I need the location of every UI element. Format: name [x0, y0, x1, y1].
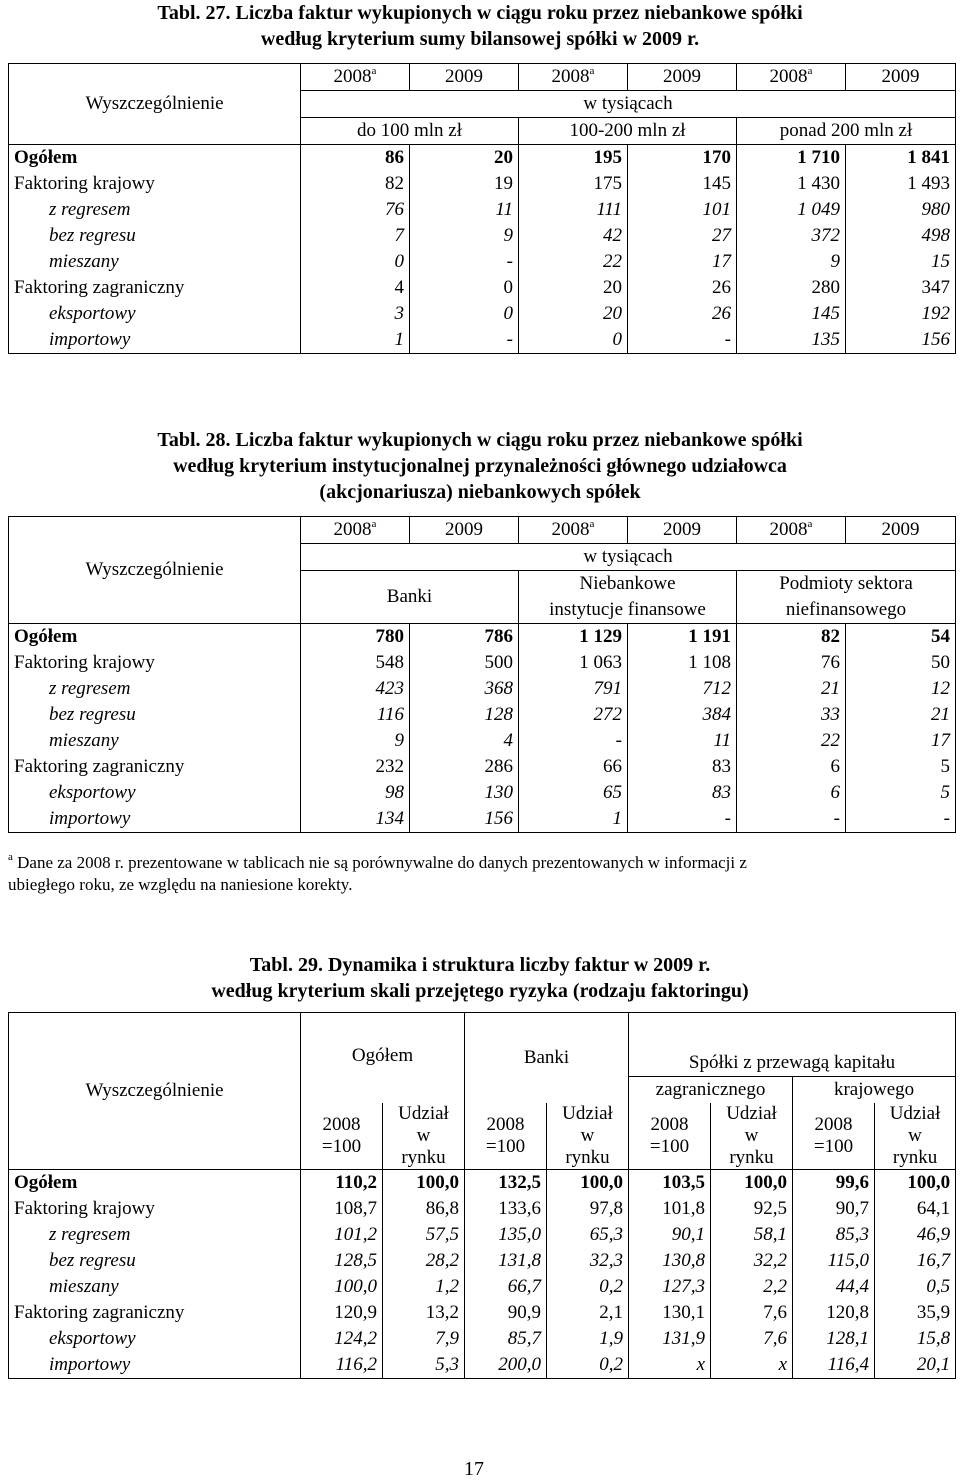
row-label: mieszany — [49, 251, 119, 272]
t28-year-1: 2008$^a$ — [301, 517, 410, 544]
col-header-2008: 2008 =100 — [301, 1103, 383, 1170]
cell-value: 103,5 — [629, 1170, 711, 1197]
cell-value: 498 — [846, 223, 956, 249]
table-row — [9, 1222, 956, 1248]
cell-value: x — [711, 1352, 793, 1379]
cell-value: 85,7 — [465, 1326, 547, 1352]
cell-value: 423 — [301, 676, 410, 702]
table-row — [9, 145, 956, 172]
row-label: mieszany — [49, 730, 119, 751]
cell-value: 13,2 — [383, 1300, 465, 1326]
cell-value: 1 430 — [737, 171, 846, 197]
cell-value: 99,6 — [793, 1170, 875, 1197]
cell-value: 384 — [628, 702, 737, 728]
cell-value: 347 — [846, 275, 956, 301]
cell-value: 128,5 — [301, 1248, 383, 1274]
cell-value: 83 — [628, 754, 737, 780]
cell-value: 130 — [410, 780, 519, 806]
row-label: importowy — [49, 808, 131, 829]
cell-value: - — [628, 806, 737, 833]
cell-value: - — [410, 249, 519, 275]
table-row — [9, 702, 956, 728]
cell-value: 1 — [519, 806, 628, 833]
cell-value: 100,0 — [547, 1170, 629, 1197]
t27-table — [8, 63, 956, 354]
cell-value: 11 — [628, 728, 737, 754]
cell-value: 100,0 — [875, 1170, 956, 1197]
cell-value: 4 — [410, 728, 519, 754]
cell-value: 101,2 — [301, 1222, 383, 1248]
cell-value: 1 493 — [846, 171, 956, 197]
table-row — [9, 1274, 956, 1300]
cell-value: 20 — [519, 275, 628, 301]
cell-value: 57,5 — [383, 1222, 465, 1248]
cell-value: 20 — [410, 145, 519, 172]
cell-value: 101,8 — [629, 1196, 711, 1222]
cell-value: 3 — [301, 301, 410, 327]
cell-value: - — [628, 327, 737, 354]
t28-group-3: Podmioty sektora niefinansowego — [737, 571, 956, 624]
cell-value: 1 108 — [628, 650, 737, 676]
table-row — [9, 197, 956, 223]
table-row — [9, 301, 956, 327]
cell-value: 76 — [737, 650, 846, 676]
t27-body — [9, 145, 956, 354]
t28-year-3: 2008$^a$ — [519, 517, 628, 544]
col-header-2008: 2008 =100 — [793, 1103, 875, 1170]
cell-value: 0 — [519, 327, 628, 354]
cell-value: 90,9 — [465, 1300, 547, 1326]
cell-value: 280 — [737, 275, 846, 301]
t29-sub-krajowego: krajowego — [793, 1077, 956, 1104]
cell-value: 44,4 — [793, 1274, 875, 1300]
cell-value: 1 191 — [628, 624, 737, 651]
t28-title-line2: według kryterium instytucjonalnej przynależności głównego udziałowca — [173, 455, 787, 477]
t27-year-5: 2008$^a$ — [737, 64, 846, 91]
row-label: bez regresu — [49, 704, 136, 725]
cell-value: 1,9 — [547, 1326, 629, 1352]
cell-value: 272 — [519, 702, 628, 728]
t27-group-2: 100-200 mln zł — [519, 118, 737, 145]
row-label: Faktoring krajowy — [14, 1198, 155, 1219]
cell-value: 120,9 — [301, 1300, 383, 1326]
t28-header-label: Wyszczególnienie — [9, 517, 301, 624]
cell-value: 0 — [410, 301, 519, 327]
cell-value: 786 — [410, 624, 519, 651]
cell-value: 0,2 — [547, 1274, 629, 1300]
row-label: Ogółem — [9, 624, 301, 651]
cell-value: 21 — [737, 676, 846, 702]
cell-value: 12 — [846, 676, 956, 702]
table-row — [9, 327, 956, 354]
cell-value: 131,9 — [629, 1326, 711, 1352]
cell-value: 368 — [410, 676, 519, 702]
cell-value: 116 — [301, 702, 410, 728]
cell-value: 85,3 — [793, 1222, 875, 1248]
row-label: importowy — [49, 329, 131, 350]
cell-value: 26 — [628, 275, 737, 301]
cell-value: 120,8 — [793, 1300, 875, 1326]
cell-value: 145 — [628, 171, 737, 197]
row-label: Faktoring zagraniczny — [14, 1302, 185, 1323]
cell-value: 19 — [410, 171, 519, 197]
row-label: Ogółem — [9, 145, 301, 172]
table-row — [9, 780, 956, 806]
cell-value: 6 — [737, 780, 846, 806]
table-row — [9, 1300, 956, 1326]
cell-value: 22 — [519, 249, 628, 275]
cell-value: 128 — [410, 702, 519, 728]
cell-value: 100,0 — [383, 1170, 465, 1197]
cell-value: 116,4 — [793, 1352, 875, 1379]
t29-header-label: Wyszczególnienie — [9, 1013, 301, 1170]
cell-value: 110,2 — [301, 1170, 383, 1197]
cell-value: 5 — [846, 780, 956, 806]
t28-year-6: 2009 — [846, 517, 956, 544]
cell-value: 27 — [628, 223, 737, 249]
cell-value: 0,2 — [547, 1352, 629, 1379]
cell-value: 11 — [410, 197, 519, 223]
cell-value: 111 — [519, 197, 628, 223]
cell-value: 42 — [519, 223, 628, 249]
cell-value: 7,6 — [711, 1326, 793, 1352]
cell-value: 16,7 — [875, 1248, 956, 1274]
cell-value: - — [737, 806, 846, 833]
t28-year-4: 2009 — [628, 517, 737, 544]
t29-body — [9, 1170, 956, 1379]
cell-value: 64,1 — [875, 1196, 956, 1222]
cell-value: 134 — [301, 806, 410, 833]
cell-value: 100,0 — [711, 1170, 793, 1197]
t27-title — [0, 0, 960, 52]
t29-sub-zagranicznego: zagranicznego — [629, 1077, 793, 1104]
t29-table — [8, 1012, 956, 1379]
cell-value: 9 — [410, 223, 519, 249]
cell-value: 232 — [301, 754, 410, 780]
cell-value: 548 — [301, 650, 410, 676]
cell-value: x — [629, 1352, 711, 1379]
page-number: 17 — [464, 1458, 484, 1480]
table-row — [9, 806, 956, 833]
cell-value: 0 — [301, 249, 410, 275]
cell-value: 7,9 — [383, 1326, 465, 1352]
table-row — [9, 275, 956, 301]
cell-value: 82 — [301, 171, 410, 197]
cell-value: 7 — [301, 223, 410, 249]
cell-value: - — [846, 806, 956, 833]
cell-value: 28,2 — [383, 1248, 465, 1274]
t28-group-2: Niebankowe instytucje finansowe — [519, 571, 737, 624]
cell-value: 32,2 — [711, 1248, 793, 1274]
row-label: Faktoring krajowy — [14, 652, 155, 673]
table-row — [9, 1196, 956, 1222]
row-label: bez regresu — [49, 1250, 136, 1271]
cell-value: 170 — [628, 145, 737, 172]
table-row — [9, 1326, 956, 1352]
col-header-udzial: Udział w rynku — [711, 1103, 793, 1170]
cell-value: 195 — [519, 145, 628, 172]
t28-footnote: $^a$ Dane za 2008 r. prezentowane w tablicach nie są porównywalne do danych prezentowanych w informacji z ubiegłego roku, ze względu na naniesione korekty. — [8, 851, 747, 894]
cell-value: 1 063 — [519, 650, 628, 676]
cell-value: 128,1 — [793, 1326, 875, 1352]
table-row — [9, 1248, 956, 1274]
cell-value: 145 — [737, 301, 846, 327]
cell-value: 65 — [519, 780, 628, 806]
t27-header-label: Wyszczególnienie — [9, 64, 301, 145]
t27-title-line2: według kryterium sumy bilansowej spółki w 2009 r. — [260, 28, 700, 50]
t27-unit: w tysiącach — [301, 91, 956, 118]
cell-value: 1 841 — [846, 145, 956, 172]
cell-value: 83 — [628, 780, 737, 806]
cell-value: 127,3 — [629, 1274, 711, 1300]
col-header-2008: 2008 =100 — [465, 1103, 547, 1170]
row-label: Faktoring zagraniczny — [14, 277, 185, 298]
cell-value: 22 — [737, 728, 846, 754]
t28-table — [8, 516, 956, 833]
cell-value: 66,7 — [465, 1274, 547, 1300]
cell-value: 980 — [846, 197, 956, 223]
t28-year-2: 2009 — [410, 517, 519, 544]
t28-body — [9, 624, 956, 833]
cell-value: 200,0 — [465, 1352, 547, 1379]
cell-value: 26 — [628, 301, 737, 327]
cell-value: 100,0 — [301, 1274, 383, 1300]
row-label: z regresem — [49, 199, 131, 220]
cell-value: 1 — [301, 327, 410, 354]
cell-value: 86,8 — [383, 1196, 465, 1222]
t27-year-3: 2008$^a$ — [519, 64, 628, 91]
cell-value: 115,0 — [793, 1248, 875, 1274]
t28-unit: w tysiącach — [301, 544, 956, 571]
t27-year-4: 2009 — [628, 64, 737, 91]
cell-value: 6 — [737, 754, 846, 780]
cell-value: 5 — [846, 754, 956, 780]
cell-value: 7,6 — [711, 1300, 793, 1326]
table-row — [9, 1170, 956, 1197]
row-label: z regresem — [49, 1224, 131, 1245]
cell-value: 90,7 — [793, 1196, 875, 1222]
cell-value: 5,3 — [383, 1352, 465, 1379]
table-row — [9, 650, 956, 676]
cell-value: 15,8 — [875, 1326, 956, 1352]
cell-value: 1 129 — [519, 624, 628, 651]
cell-value: 35,9 — [875, 1300, 956, 1326]
cell-value: 133,6 — [465, 1196, 547, 1222]
cell-value: 65,3 — [547, 1222, 629, 1248]
cell-value: 124,2 — [301, 1326, 383, 1352]
cell-value: 15 — [846, 249, 956, 275]
row-label: eksportowy — [49, 782, 136, 803]
cell-value: 46,9 — [875, 1222, 956, 1248]
cell-value: 17 — [628, 249, 737, 275]
t27-year-6: 2009 — [846, 64, 956, 91]
cell-value: 2,1 — [547, 1300, 629, 1326]
cell-value: 130,1 — [629, 1300, 711, 1326]
cell-value: 76 — [301, 197, 410, 223]
t28-title-line3: (akcjonariusza) niebankowych spółek — [319, 481, 641, 503]
cell-value: 92,5 — [711, 1196, 793, 1222]
row-label: importowy — [49, 1354, 131, 1375]
row-label: Faktoring zagraniczny — [14, 756, 185, 777]
t29-group-banki: Banki — [465, 1013, 629, 1104]
cell-value: 20,1 — [875, 1352, 956, 1379]
cell-value: 156 — [846, 327, 956, 354]
cell-value: 175 — [519, 171, 628, 197]
cell-value: 0,5 — [875, 1274, 956, 1300]
cell-value: 86 — [301, 145, 410, 172]
row-label: Ogółem — [9, 1170, 301, 1197]
cell-value: 132,5 — [465, 1170, 547, 1197]
t29-group-spolki: Spółki z przewagą kapitału — [629, 1013, 956, 1077]
cell-value: - — [410, 327, 519, 354]
cell-value: - — [519, 728, 628, 754]
t27-year-2: 2009 — [410, 64, 519, 91]
t28-title — [0, 427, 960, 505]
cell-value: 9 — [737, 249, 846, 275]
col-header-udzial: Udział w rynku — [875, 1103, 956, 1170]
cell-value: 66 — [519, 754, 628, 780]
cell-value: 135 — [737, 327, 846, 354]
cell-value: 156 — [410, 806, 519, 833]
cell-value: 58,1 — [711, 1222, 793, 1248]
table-row — [9, 223, 956, 249]
t27-title-line1: Tabl. 27. Liczba faktur wykupionych w ciągu roku przez niebankowe spółki — [157, 2, 803, 24]
cell-value: 82 — [737, 624, 846, 651]
table-row — [9, 624, 956, 651]
cell-value: 286 — [410, 754, 519, 780]
cell-value: 54 — [846, 624, 956, 651]
cell-value: 0 — [410, 275, 519, 301]
table-row — [9, 171, 956, 197]
row-label: z regresem — [49, 678, 131, 699]
cell-value: 131,8 — [465, 1248, 547, 1274]
cell-value: 9 — [301, 728, 410, 754]
t27-group-1: do 100 mln zł — [301, 118, 519, 145]
cell-value: 97,8 — [547, 1196, 629, 1222]
cell-value: 192 — [846, 301, 956, 327]
table-row — [9, 754, 956, 780]
cell-value: 33 — [737, 702, 846, 728]
t28-year-5: 2008$^a$ — [737, 517, 846, 544]
col-header-udzial: Udział w rynku — [547, 1103, 629, 1170]
table-row — [9, 676, 956, 702]
cell-value: 90,1 — [629, 1222, 711, 1248]
table-row — [9, 728, 956, 754]
row-label: bez regresu — [49, 225, 136, 246]
cell-value: 50 — [846, 650, 956, 676]
cell-value: 98 — [301, 780, 410, 806]
cell-value: 20 — [519, 301, 628, 327]
cell-value: 500 — [410, 650, 519, 676]
t27-group-3: ponad 200 mln zł — [737, 118, 956, 145]
cell-value: 780 — [301, 624, 410, 651]
cell-value: 130,8 — [629, 1248, 711, 1274]
t29-title-line1: Tabl. 29. Dynamika i struktura liczby faktur w 2009 r. — [249, 954, 711, 976]
t29-title-line2: według kryterium skali przejętego ryzyka (rodzaju faktoringu) — [211, 980, 749, 1002]
cell-value: 17 — [846, 728, 956, 754]
row-label: mieszany — [49, 1276, 119, 1297]
cell-value: 116,2 — [301, 1352, 383, 1379]
table-row — [9, 249, 956, 275]
t27-year-1: 2008$^a$ — [301, 64, 410, 91]
cell-value: 1 049 — [737, 197, 846, 223]
table-row — [9, 1352, 956, 1379]
col-header-2008: 2008 =100 — [629, 1103, 711, 1170]
cell-value: 21 — [846, 702, 956, 728]
cell-value: 712 — [628, 676, 737, 702]
cell-value: 32,3 — [547, 1248, 629, 1274]
col-header-udzial: Udział w rynku — [383, 1103, 465, 1170]
t28-title-line1: Tabl. 28. Liczba faktur wykupionych w ciągu roku przez niebankowe spółki — [157, 429, 803, 451]
cell-value: 1 710 — [737, 145, 846, 172]
cell-value: 1,2 — [383, 1274, 465, 1300]
t29-title — [0, 952, 960, 1004]
cell-value: 108,7 — [301, 1196, 383, 1222]
cell-value: 101 — [628, 197, 737, 223]
cell-value: 2,2 — [711, 1274, 793, 1300]
row-label: eksportowy — [49, 1328, 136, 1349]
cell-value: 4 — [301, 275, 410, 301]
cell-value: 791 — [519, 676, 628, 702]
cell-value: 135,0 — [465, 1222, 547, 1248]
t29-group-ogolem: Ogółem — [301, 1013, 465, 1104]
t28-group-1: Banki — [301, 571, 519, 624]
row-label: Faktoring krajowy — [14, 173, 155, 194]
cell-value: 372 — [737, 223, 846, 249]
row-label: eksportowy — [49, 303, 136, 324]
